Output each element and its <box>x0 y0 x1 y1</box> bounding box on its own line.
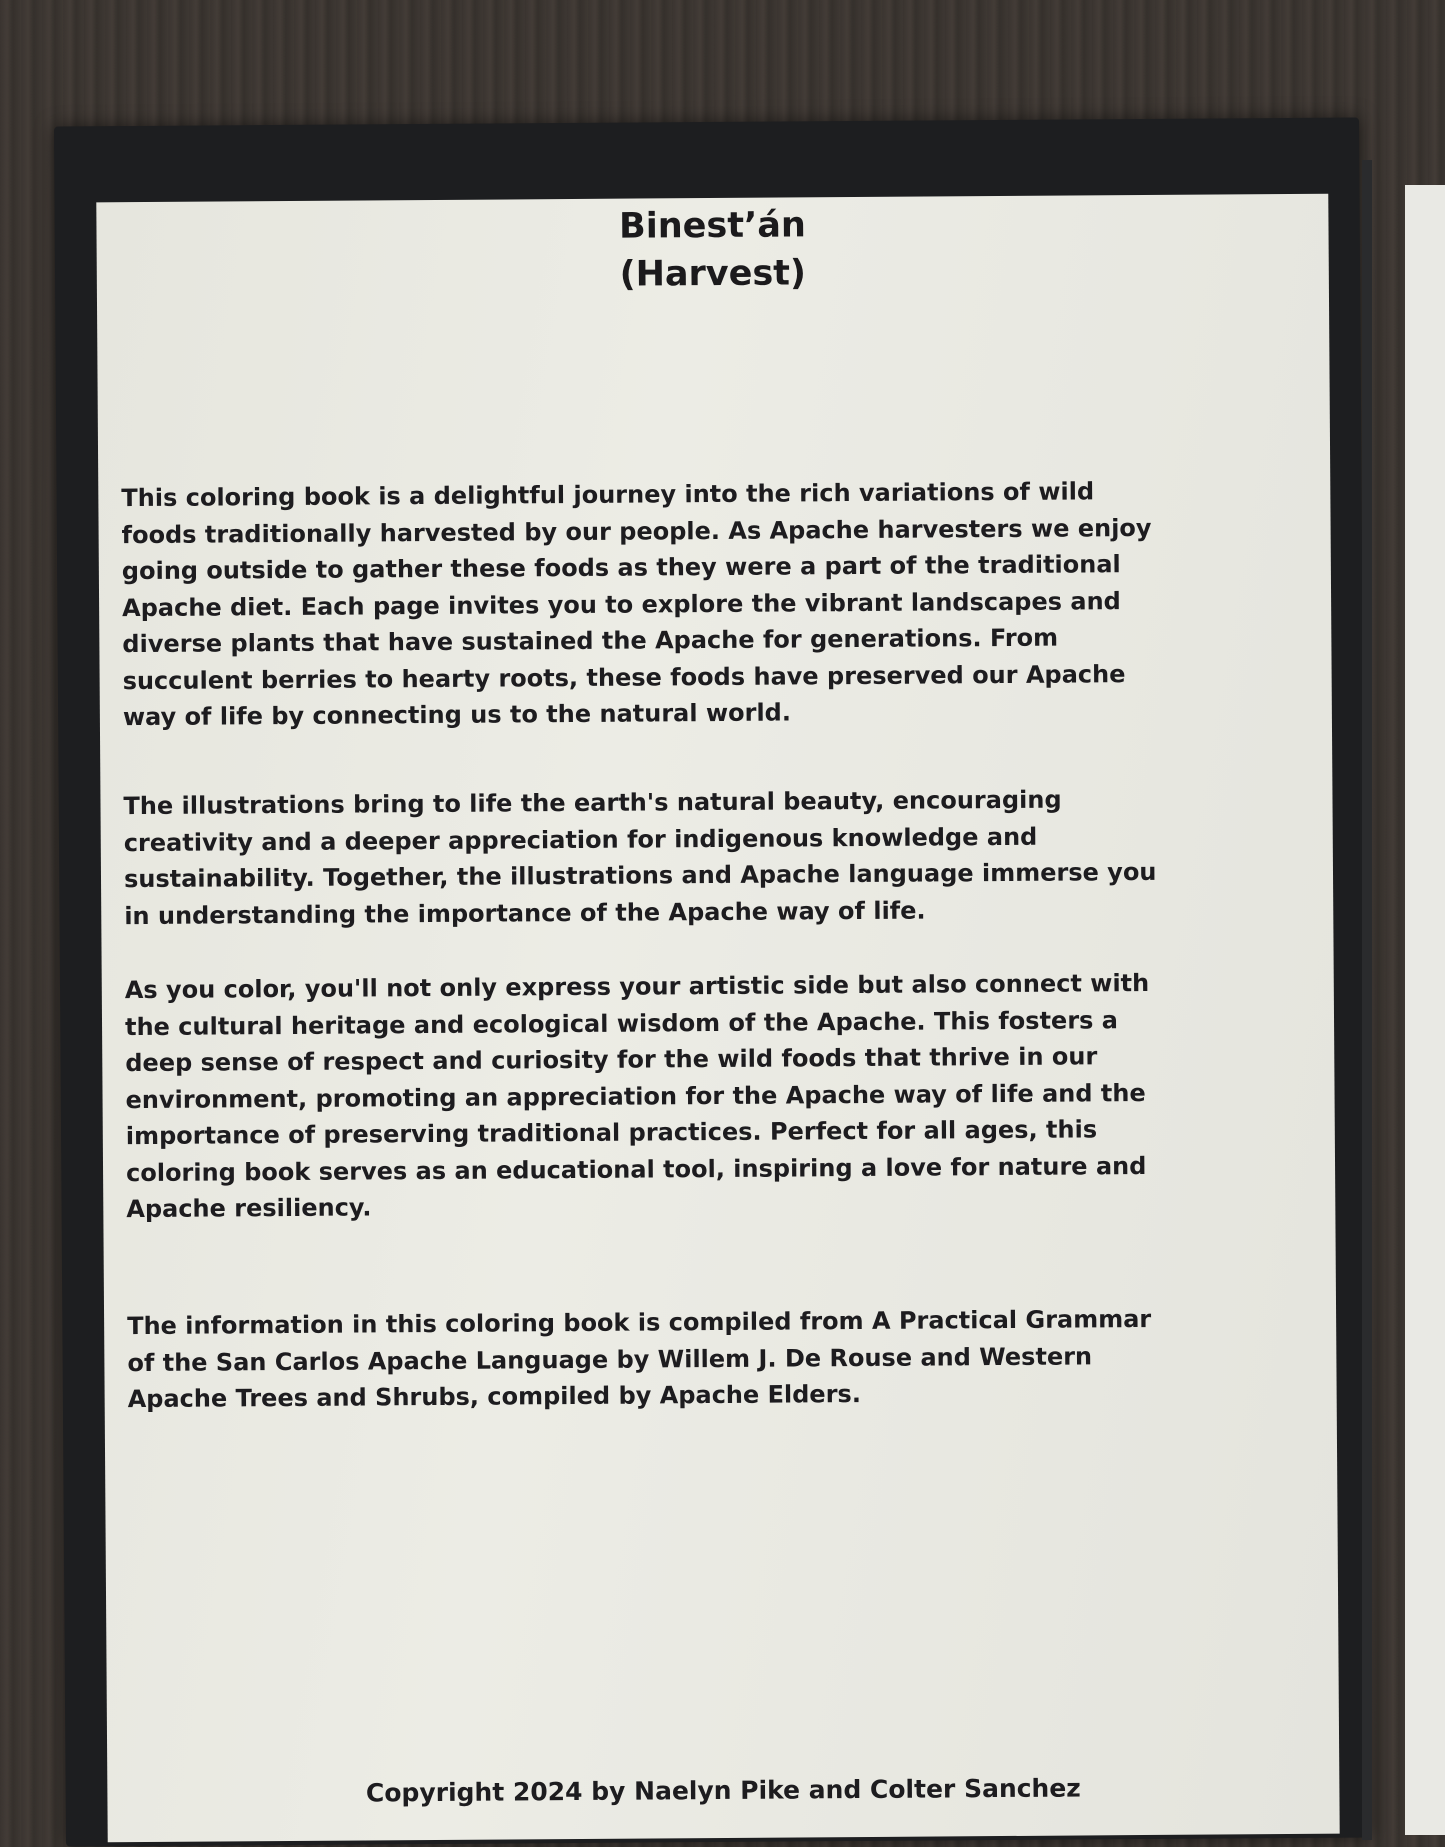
text-line: environment, promoting an appreciation for the Apache way of life and the <box>125 1078 1146 1114</box>
text-line: This coloring book is a delightful journey into the rich variations of wild <box>121 477 1095 513</box>
text-line: going outside to gather these foods as they were a part of the traditional <box>121 550 1121 586</box>
paragraph-coloring <box>125 965 1151 1228</box>
page-subtitle: (Harvest) <box>619 253 807 295</box>
text-line: coloring book serves as an educational tool, inspiring a love for nature and <box>125 1151 1147 1187</box>
text-line: in understanding the importance of the Apache way of life. <box>124 896 926 930</box>
text-line: foods traditionally harvested by our people. As Apache harvesters we enjoy <box>121 513 1152 549</box>
paragraph-sources <box>127 1301 1152 1418</box>
text-line: Apache resiliency. <box>126 1193 372 1224</box>
paragraph-illustrations <box>123 781 1156 934</box>
text-line: Apache diet. Each page invites you to explore the vibrant landscapes and <box>122 586 1121 622</box>
text-line: diverse plants that have sustained the Apache for generations. From <box>122 623 1059 659</box>
text-line: As you color, you'll not only express your artistic side but also connect with <box>124 968 1150 1005</box>
text-line: way of life by connecting us to the natural world. <box>122 698 792 732</box>
text-line: the cultural heritage and ecological wisdom of the Apache. This fosters a <box>124 1005 1119 1041</box>
copyright-notice: Copyright 2024 by Naelyn Pike and Colter Sanchez <box>365 1773 1081 1808</box>
text-line: creativity and a deeper appreciation for indigenous knowledge and <box>123 822 1038 857</box>
book-spine <box>1362 160 1372 1840</box>
text-line: The information in this coloring book is compiled from A Practical Grammar <box>127 1304 1152 1341</box>
text-line: succulent berries to hearty roots, these foods have preserved our Apache <box>122 659 1126 695</box>
paragraph-intro <box>121 473 1153 736</box>
text-line: Apache Trees and Shrubs, compiled by Apache Elders. <box>127 1380 861 1414</box>
text-line: The illustrations bring to life the earth's natural beauty, encouraging <box>123 785 1062 821</box>
text-line: importance of preserving traditional practices. Perfect for all ages, this <box>125 1115 1098 1151</box>
document-page <box>96 194 1339 1843</box>
facing-page <box>1405 185 1445 1835</box>
page-title: Binest’án <box>618 205 806 247</box>
text-line: sustainability. Together, the illustrations and Apache language immerse you <box>123 857 1157 894</box>
text-line: deep sense of respect and curiosity for the wild foods that thrive in our <box>125 1042 1098 1078</box>
text-line: of the San Carlos Apache Language by Willem J. De Rouse and Western <box>127 1341 1093 1377</box>
